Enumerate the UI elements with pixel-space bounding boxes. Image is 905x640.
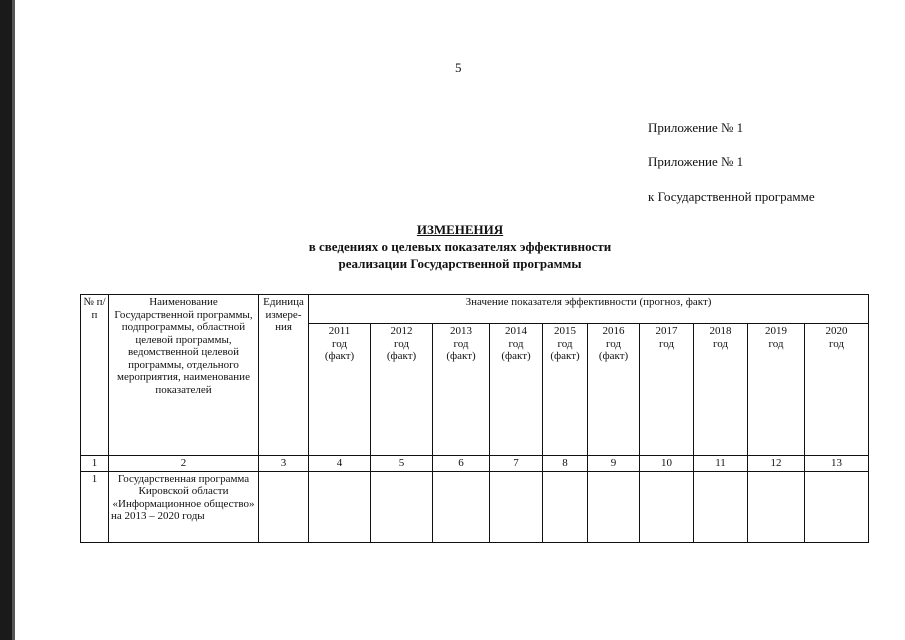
column-number: 6 [433, 456, 490, 472]
header-year: 2015 год (факт) [543, 324, 588, 456]
column-number: 7 [490, 456, 543, 472]
column-number: 3 [259, 456, 309, 472]
indicators-table [80, 294, 869, 543]
scan-edge-shadow [0, 0, 12, 640]
header-year: 2019 год [748, 324, 805, 456]
table-header-row [81, 295, 869, 324]
empty-cell [259, 471, 309, 542]
empty-cell [433, 471, 490, 542]
empty-cell [805, 471, 869, 542]
header-year: 2016 год (факт) [588, 324, 640, 456]
header-year: 2020 год [805, 324, 869, 456]
column-number: 10 [640, 456, 694, 472]
column-number: 13 [805, 456, 869, 472]
row-name: Государственная программа Кировской области «Информационное общество» на 2013 – 2020 годы [109, 471, 259, 542]
document-title: ИЗМЕНЕНИЯ [416, 222, 504, 237]
header-year: 2012 год (факт) [371, 324, 433, 456]
header-year: 2013 год (факт) [433, 324, 490, 456]
empty-cell [640, 471, 694, 542]
column-number: 1 [81, 456, 109, 472]
header-value: Значение показателя эффективности (прогноз, факт) [309, 295, 869, 324]
column-number: 11 [694, 456, 748, 472]
row-num: 1 [81, 471, 109, 542]
column-number: 8 [543, 456, 588, 472]
empty-cell [694, 471, 748, 542]
appendix-line-1: Приложение № 1 [648, 120, 744, 135]
column-number: 12 [748, 456, 805, 472]
empty-cell [371, 471, 433, 542]
document-subtitle-line-2: реализации Государственной программы [338, 256, 582, 271]
document-subtitle-line-1: в сведениях о целевых показателях эффективности [308, 239, 612, 254]
column-number-row [81, 456, 869, 472]
header-name: Наименование Государственной программы, подпрограммы, областной целевой программы, ведомственной целевой программы, отдельного мероприятия, наименование показателей [109, 295, 259, 456]
column-number: 5 [371, 456, 433, 472]
column-number: 9 [588, 456, 640, 472]
header-year: 2011 год (факт) [309, 324, 371, 456]
empty-cell [543, 471, 588, 542]
header-year: 2014 год (факт) [490, 324, 543, 456]
header-year: 2017 год [640, 324, 694, 456]
empty-cell [748, 471, 805, 542]
empty-cell [490, 471, 543, 542]
appendix-line-3: к Государственной программе [648, 189, 815, 204]
empty-cell [309, 471, 371, 542]
header-num: № п/п [81, 295, 109, 456]
header-year: 2018 год [694, 324, 748, 456]
appendix-line-2: Приложение № 1 [648, 154, 744, 169]
table-row [81, 471, 869, 542]
header-unit: Единица измере-ния [259, 295, 309, 456]
page-number: 5 [455, 60, 462, 75]
empty-cell [588, 471, 640, 542]
scan-edge-shadow-inner [12, 0, 15, 640]
column-number: 2 [109, 456, 259, 472]
column-number: 4 [309, 456, 371, 472]
